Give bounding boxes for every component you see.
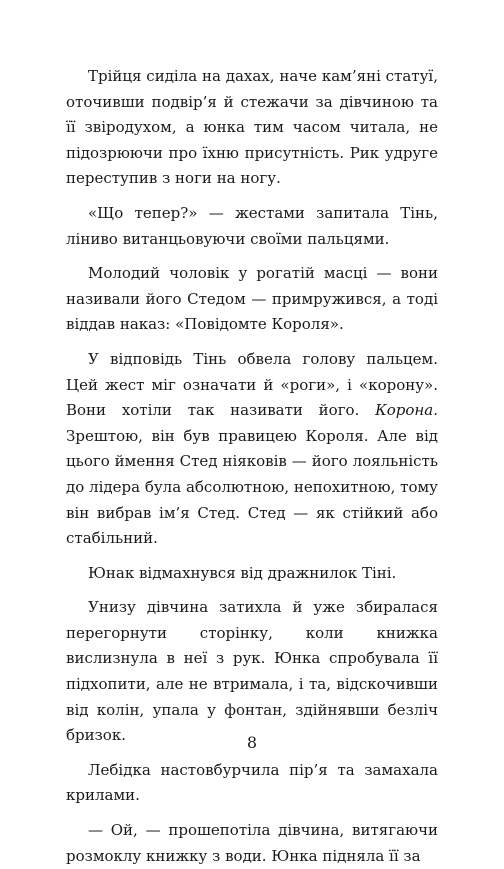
paragraph-4 — [66, 347, 438, 552]
paragraph-3: Молодий чоловік у рогатій масці — вони називали його Стедом — примружився, а тоді віддав наказ: «Повідомте Короля». — [66, 264, 438, 334]
paragraph-5: Юнак відмахнувся від дражнилок Тіні. — [88, 563, 397, 582]
paragraph-4-part-1: У відповідь Тінь обвела голову пальцем. Цей жест міг означати й «роги», і «корону». Вони хотіли так називати його. — [66, 349, 438, 420]
paragraph-7: Лебідка настовбурчила пір’я та замахала крилами. — [66, 760, 438, 805]
paragraph-8: — Ой, — прошепотіла дівчина, витягаючи розмоклу книжку з води. Юнка підняла її за — [66, 821, 438, 865]
paragraph-1: Трійця сиділа на дахах, наче кам’яні статуї, оточивши подвір’я й стежачи за дівчиною та її звіродухом, а юнка тим часом читала, не підозрюючи про їхню присутність. Рик удруге переступив з ноги на ногу. — [66, 67, 438, 188]
paragraph-6: Унизу дівчина затихла й уже збиралася перегорнути сторінку, коли книжка вислизнула в неї з рук. Юнка спробувала її підхопити, але не втримала, і та, відскочивши від колін, упала у фонтан, здійнявши безліч бризок. — [66, 598, 438, 745]
paragraph-4-emphasis: Корона. — [375, 401, 438, 420]
paragraph-4-part-2: Зрештою, він був правицею Короля. Але від цього ймення Стед ніяковів — його лояльність до лідера була абсолютною, непохитною, тому він вибрав ім’я Стед. Стед — як стійкий або стабільний. — [66, 426, 438, 548]
page-number: 8 — [246, 733, 258, 752]
paragraph-2: «Що тепер?» — жестами запитала Тінь, ліниво витанцьовуючи своїми пальцями. — [66, 203, 438, 248]
